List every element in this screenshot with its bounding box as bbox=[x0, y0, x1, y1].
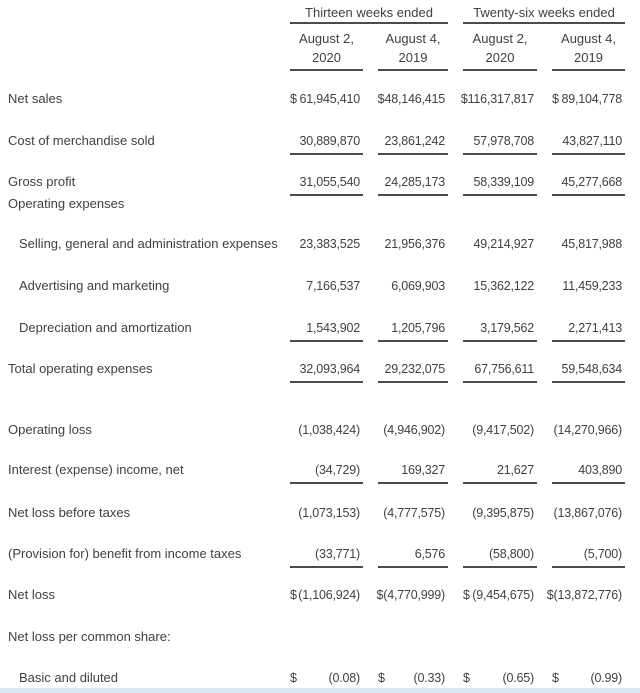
cell-value: $ (0.99) bbox=[552, 671, 622, 685]
row-label: Depreciation and amortization bbox=[19, 320, 192, 335]
cell-value: 2,271,413 bbox=[552, 320, 625, 342]
table-row-total-operating-expenses bbox=[0, 361, 640, 383]
cell-value: (5,700) bbox=[552, 546, 625, 568]
table-row-cost-of-merchandise-sold bbox=[0, 133, 640, 155]
cell-value: 6,576 bbox=[378, 546, 448, 568]
table-row-operating-expenses-heading bbox=[0, 196, 640, 212]
cell-value: 58,339,109 bbox=[463, 174, 537, 196]
currency-symbol: $ bbox=[546, 588, 554, 602]
cell-value: 1,205,796 bbox=[378, 320, 448, 342]
cell-value: $ (0.08) bbox=[290, 671, 360, 685]
cell-value: (14,270,966) bbox=[553, 423, 622, 437]
cell-value: 57,978,708 bbox=[463, 133, 537, 155]
date-line2: 2019 bbox=[398, 50, 428, 65]
period-group-header-row bbox=[0, 5, 640, 24]
cell-value: 43,827,110 bbox=[552, 133, 625, 155]
cell-value: 45,817,988 bbox=[561, 237, 622, 251]
row-label: (Provision for) benefit from income taxes bbox=[8, 546, 242, 561]
row-label: Net sales bbox=[8, 91, 63, 106]
cell-value: 59,548,634 bbox=[552, 361, 625, 383]
column-header-date bbox=[463, 29, 537, 71]
cell-value: 21,627 bbox=[463, 462, 537, 484]
table-row-sga-expenses bbox=[0, 236, 640, 252]
table-row-net-loss bbox=[0, 587, 640, 603]
table-row-gross-profit bbox=[0, 174, 640, 196]
row-label: Gross profit bbox=[8, 174, 76, 189]
cell-value: 29,232,075 bbox=[378, 361, 448, 383]
cell-value: 23,383,525 bbox=[299, 237, 360, 251]
row-label: Net loss bbox=[8, 587, 55, 602]
cell-value: $ (1,106,924) bbox=[290, 588, 360, 602]
table-row-basic-and-diluted bbox=[0, 670, 640, 686]
column-header-date bbox=[552, 29, 625, 71]
cell-value: 67,756,611 bbox=[463, 361, 537, 383]
currency-symbol: $ bbox=[463, 588, 470, 602]
cell-value: 6,069,903 bbox=[391, 279, 445, 293]
date-line1: August 2, bbox=[472, 31, 528, 46]
date-line2: 2019 bbox=[574, 50, 603, 65]
currency-symbol: $ bbox=[376, 588, 384, 602]
cell-value: (9,395,875) bbox=[472, 506, 534, 520]
currency-symbol: $ bbox=[460, 92, 468, 106]
cell-value: 15,362,122 bbox=[473, 279, 534, 293]
currency-symbol: $ bbox=[377, 92, 385, 106]
table-row-net-sales bbox=[0, 91, 640, 107]
cell-value: 49,214,927 bbox=[473, 237, 534, 251]
cell-value: 45,277,668 bbox=[552, 174, 625, 196]
table-row-interest-expense-income bbox=[0, 462, 640, 484]
cell-value: $ (4,770,999) bbox=[376, 588, 445, 602]
section-label: Operating expenses bbox=[8, 196, 125, 211]
cell-value: 24,285,173 bbox=[378, 174, 448, 196]
row-label: Total operating expenses bbox=[8, 361, 153, 376]
cell-value: (33,771) bbox=[290, 546, 363, 568]
cell-value: (34,729) bbox=[290, 462, 363, 484]
currency-symbol: $ bbox=[290, 671, 297, 685]
group-header-twentysix-weeks: Twenty-six weeks ended bbox=[463, 5, 625, 24]
row-label: Cost of merchandise sold bbox=[8, 133, 155, 148]
cell-value: $ 61,945,410 bbox=[290, 92, 360, 106]
cell-value: 31,055,540 bbox=[290, 174, 363, 196]
cell-value: $ 116,317,817 bbox=[460, 92, 534, 106]
cell-value: $ (9,454,675) bbox=[463, 588, 534, 602]
currency-symbol: $ bbox=[552, 92, 559, 106]
cell-value: $ 48,146,415 bbox=[377, 92, 445, 106]
row-label: Operating loss bbox=[8, 422, 92, 437]
row-label: Advertising and marketing bbox=[19, 278, 170, 293]
currency-symbol: $ bbox=[290, 92, 297, 106]
cell-value: $ (0.33) bbox=[378, 671, 445, 685]
cell-value: 403,890 bbox=[552, 462, 625, 484]
cell-value: (58,800) bbox=[463, 546, 537, 568]
cell-value: 11,459,233 bbox=[562, 279, 622, 293]
cell-value: 7,166,537 bbox=[306, 279, 360, 293]
table-row-net-loss-per-share-heading bbox=[0, 629, 640, 645]
cell-value: (4,946,902) bbox=[383, 423, 445, 437]
table-row-net-loss-before-taxes bbox=[0, 505, 640, 521]
bottom-highlight-strip bbox=[0, 688, 640, 693]
group-header-thirteen-weeks: Thirteen weeks ended bbox=[290, 5, 448, 24]
cell-value: (4,777,575) bbox=[383, 506, 445, 520]
cell-value: 23,861,242 bbox=[378, 133, 448, 155]
cell-value: $ (0.65) bbox=[463, 671, 534, 685]
currency-symbol: $ bbox=[290, 588, 297, 602]
cell-value: 3,179,562 bbox=[463, 320, 537, 342]
cell-value: 32,093,964 bbox=[290, 361, 363, 383]
row-label: Basic and diluted bbox=[19, 670, 119, 685]
section-label: Net loss per common share: bbox=[8, 629, 171, 644]
cell-value: 1,543,902 bbox=[290, 320, 363, 342]
income-statement bbox=[0, 5, 640, 693]
table-row-depreciation-amortization bbox=[0, 320, 640, 342]
date-line2: 2020 bbox=[485, 50, 515, 65]
cell-value: 169,327 bbox=[378, 462, 448, 484]
date-line1: August 4, bbox=[385, 31, 441, 46]
cell-value: $ 89,104,778 bbox=[552, 92, 622, 106]
cell-value: 21,956,376 bbox=[384, 237, 445, 251]
currency-symbol: $ bbox=[463, 671, 470, 685]
table-row-operating-loss bbox=[0, 422, 640, 438]
row-label: Interest (expense) income, net bbox=[8, 462, 184, 477]
cell-value: (9,417,502) bbox=[472, 423, 534, 437]
currency-symbol: $ bbox=[378, 671, 385, 685]
cell-value: (1,038,424) bbox=[298, 423, 360, 437]
table-row-advertising-marketing bbox=[0, 278, 640, 294]
date-line2: 2020 bbox=[312, 50, 341, 65]
row-label: Selling, general and administration expenses bbox=[19, 236, 278, 251]
date-line1: August 4, bbox=[561, 31, 616, 46]
row-label: Net loss before taxes bbox=[8, 505, 131, 520]
cell-value: $ (13,872,776) bbox=[546, 588, 622, 602]
currency-symbol: $ bbox=[552, 671, 559, 685]
cell-value: (13,867,076) bbox=[553, 506, 622, 520]
date-header-row bbox=[0, 29, 640, 71]
date-line1: August 2, bbox=[299, 31, 354, 46]
cell-value: (1,073,153) bbox=[298, 506, 360, 520]
column-header-date bbox=[378, 29, 448, 71]
cell-value: 30,889,870 bbox=[290, 133, 363, 155]
column-header-date bbox=[290, 29, 363, 71]
table-row-provision-benefit-income-taxes bbox=[0, 546, 640, 568]
